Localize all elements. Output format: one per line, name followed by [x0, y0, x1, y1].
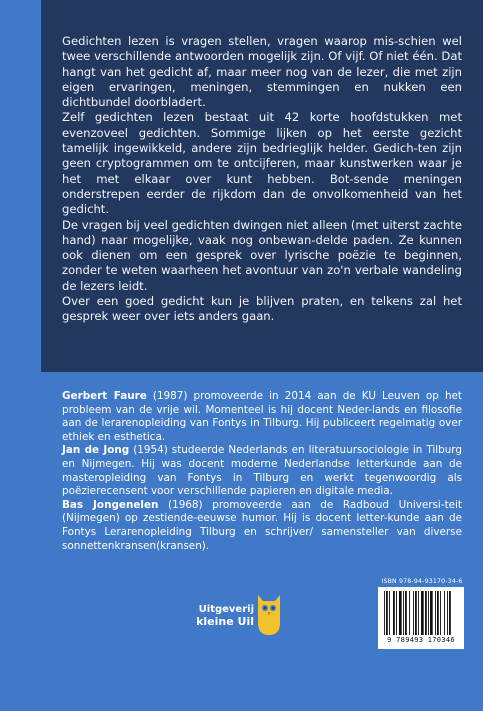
author-name: Jan de Jong [62, 444, 130, 457]
blurb-paragraph-4: Over een goed gedicht kun je blijven praten, en telkens zal het gesprek weer over iets anders gaan. [62, 294, 462, 324]
author-bio-jongenelen [62, 499, 462, 553]
author-name: Bas Jongenelen [62, 498, 159, 511]
owl-logo-icon [254, 589, 284, 637]
barcode-bars-icon [384, 591, 458, 635]
publisher-line-2: kleine Uil [196, 615, 254, 628]
blurb-paragraph-1: Gedichten lezen is vragen stellen, vragen waarop mis-schien wel twee verschillende antwoorden mogelijk zijn. Of vijf. Of niet één. Dat hangt van het gedicht af, maar meer nog van de lezer, die met zijn eigen ervaringen, meningen, stemmingen en nukken een dichtbundel doorbladert. [62, 34, 462, 110]
barcode-digits: 9 789493 170346 [387, 636, 455, 644]
author-bio-text: (1954) studeerde Nederlands en literatuursociologie in Tilburg en Nijmegen. Hij was docent moderne Nederlandse letterkunde aan de masteropleiding van Fontys in Tilburg en werkt tegenwoordig als poëzierecensent voor verschillende papieren en digitale media. [62, 444, 462, 498]
blurb-paragraph-3: De vragen bij veel gedichten dwingen niet alleen (met uiterst zachte hand) naar mogelijke, vaak nog onbewan-delde paden. Ze kunnen ook dienen om een gesprek over lyrische poëzie te beginnen, zonder te weten waarheen het avontuur van zo'n verbale wandeling de lezers leidt. [62, 217, 462, 293]
publisher-logo-text [196, 604, 254, 628]
isbn-label: ISBN 978-94-93170-34-6 [381, 578, 463, 585]
author-name: Gerbert Faure [62, 390, 147, 402]
author-bios [62, 390, 462, 553]
author-bio-text: (1987) promoveerde in 2014 aan de KU Leuven op het probleem van de vrije wil. Momenteel is hij docent Neder-lands en filosofie aan de lerarenopleiding van Fontys in Tilburg. Hij publiceert regelmatig over ethiek en esthetica. [62, 390, 462, 443]
author-bio-de-jong [62, 444, 462, 498]
barcode [378, 587, 464, 649]
author-bio-faure [62, 390, 462, 444]
blurb-paragraph-2: Zelf gedichten lezen bestaat uit 42 korte hoofdstukken met evenzoveel gedichten. Sommige lijken op het eerste gezicht tamelijk ingewikkeld, andere zijn bedrieglijk helder. Gedich-ten zijn geen cryptogrammen om te ontcijferen, maar kunstwerken waar je het met elkaar over kunt hebben. Bot-sende meningen onderstrepen eerder de rijkdom dan de onvolkomenheid van het gedicht. [62, 110, 462, 217]
blurb-text [62, 34, 462, 325]
publisher-line-1: Uitgeverij [198, 604, 254, 615]
author-bio-text: (1968) promoveerde aan de Radboud Universi-teit (Nijmegen) op zestiende-eeuwse humor. Hij is docent letter-kunde aan de Fontys Lerarenopleiding Tilburg en schrijver/ samensteller van diverse sonnettenkransen(kransen). [62, 498, 462, 552]
